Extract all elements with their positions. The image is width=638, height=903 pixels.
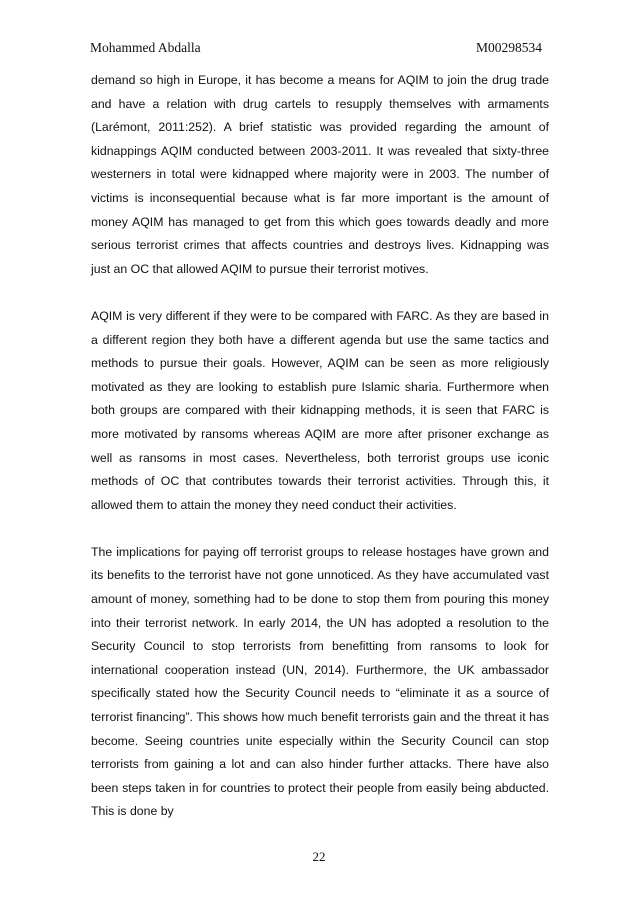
header-student-id: M00298534 <box>475 40 542 55</box>
page-number: 22 <box>312 849 326 864</box>
paragraph-ransom-implications: The implications for paying off terrorist groups to release hostages have grown and its benefits to the terrorist have not gone unnoticed. As they have accumulated vast amount of money, something had to be done to stop them from pouring this money into their terrorist network. In early 2014, the UN has adopted a resolution to the Security Council to stop terrorists from benefitting from ransoms to look for international cooperation instead (UN, 2014). Furthermore, the UK ambassador specifically stated how the Security Council needs to “eliminate it as a source of terrorist financing”. This shows how much benefit terrorists gain and the threat it has become. Seeing countries unite especially within the Security Council can stop terrorists from gaining a lot and can also hinder further attacks. There have also been steps taken in for countries to protect their people from easily being abducted. This is done by <box>91 544 549 819</box>
page-header <box>90 40 542 58</box>
paragraph-aqim-vs-farc: AQIM is very different if they were to be compared with FARC. As they are based in a different region they both have a different agenda but use the same tactics and methods to pursue their goals. However, AQIM can be seen as more religiously motivated as they are looking to establish pure Islamic sharia. Furthermore when both groups are compared with their kidnapping methods, it is seen that FARC is more motivated by ransoms whereas AQIM are more after prisoner exchange as well as ransoms in most cases. Nevertheless, both terrorist groups use iconic methods of OC that contributes towards their terrorist activities. Through this, it allowed them to attain the money they need conduct their activities. <box>91 308 549 512</box>
paragraph-kidnapping-aqim: demand so high in Europe, it has become a means for AQIM to join the drug trade and have a relation with drug cartels to resupply themselves with armaments (Larémont, 2011:252). A brief statistic was provided regarding the amount of kidnappings AQIM conducted between 2003-2011. It was revealed that sixty-three westerners in total were kidnapped where majority were in 2003. The number of victims is inconsequential because what is far more important is the amount of money AQIM has managed to get from this which goes towards deadly and more serious terrorist crimes that affects countries and destroys lives. Kidnapping was just an OC that allowed AQIM to pursue their terrorist motives. <box>91 73 549 276</box>
header-author: Mohammed Abdalla <box>90 40 201 55</box>
document-body <box>91 69 549 848</box>
